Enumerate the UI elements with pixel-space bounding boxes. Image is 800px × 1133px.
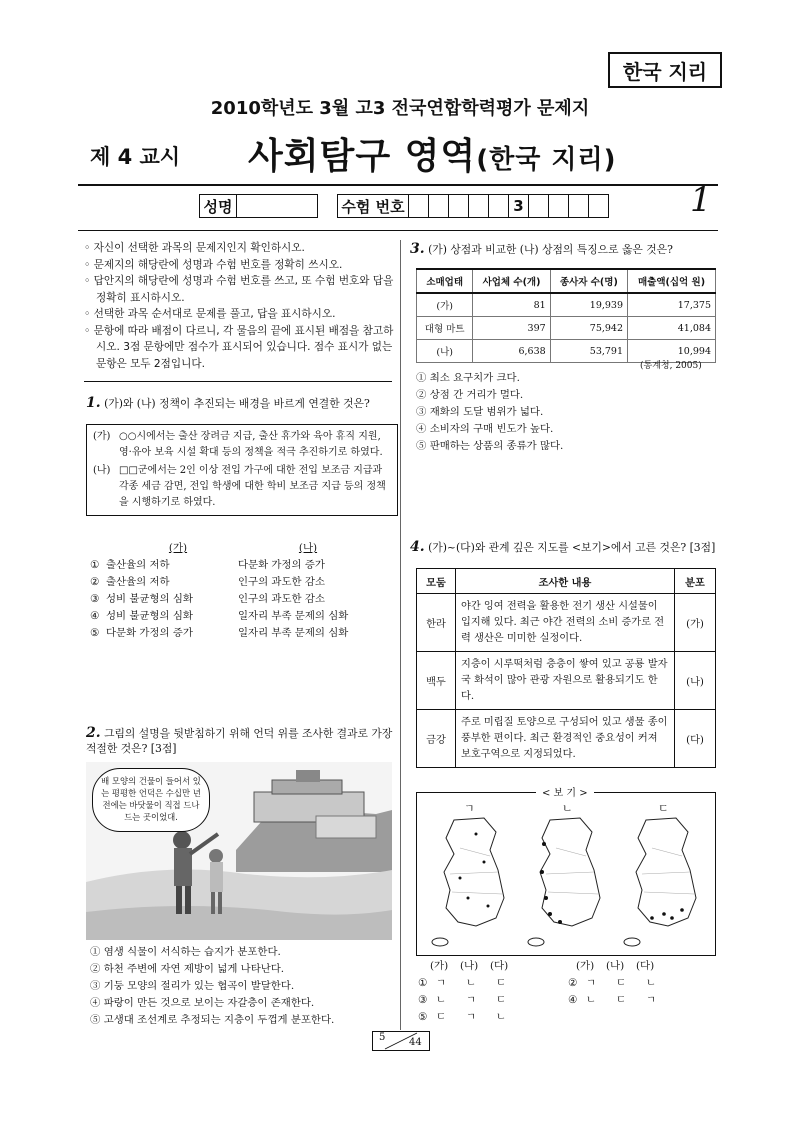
subject-box: 한국 지리 xyxy=(608,52,722,88)
q1-choice[interactable]: ⑤ 다문화 가정의 증가 일자리 부족 문제의 심화 xyxy=(90,627,349,639)
page-number: 1 xyxy=(690,180,712,220)
q4-choice[interactable]: ⑤ ㄷ ㄱ ㄴ xyxy=(418,1011,507,1023)
q4-choice[interactable]: ① ㄱ ㄴ ㄷ xyxy=(418,977,507,989)
q4-stem xyxy=(410,540,720,555)
table-row: (나) 6,638 53,791 10,994 xyxy=(417,340,716,363)
q4-table-header: 모둠 조사한 내용 분포 xyxy=(417,569,716,594)
q3-th: 종사자 수(명) xyxy=(550,269,627,293)
q4-choice[interactable]: ③ ㄴ ㄱ ㄷ xyxy=(418,994,507,1006)
q3-source: (통계청, 2005) xyxy=(640,361,702,371)
korea-map-a xyxy=(432,818,504,946)
q2-choice[interactable]: ④ 파랑이 만든 것으로 보이는 자갈층이 존재한다. xyxy=(90,997,315,1009)
main-title-sub: (한국 지리) xyxy=(476,145,617,175)
q3-choice[interactable]: ④ 소비자의 구매 빈도가 높다. xyxy=(416,423,554,435)
korea-maps xyxy=(420,814,712,950)
page-total: 44 xyxy=(409,1037,422,1048)
main-title xyxy=(248,128,617,179)
q4-table xyxy=(416,568,716,768)
q3-table xyxy=(416,268,716,363)
q3-choices xyxy=(416,370,716,455)
q2-choice[interactable]: ⑤ 고생대 조선계로 추정되는 지층이 두껍게 분포한다. xyxy=(90,1014,335,1026)
exam-no-cell[interactable] xyxy=(588,194,609,218)
table-row: 대형 마트 397 75,942 41,084 xyxy=(417,317,716,340)
name-field[interactable] xyxy=(236,194,318,218)
instruction-item: ◦ 문제지의 해당란에 성명과 수험 번호를 정확히 쓰시오. xyxy=(84,258,343,271)
exam-no-cell[interactable] xyxy=(528,194,549,218)
map-label: ㄱ xyxy=(464,802,475,815)
q3-table-header xyxy=(417,269,716,293)
q3-th: 소매업태 xyxy=(417,269,473,293)
exam-no-cell[interactable] xyxy=(548,194,569,218)
speech-bubble: 배 모양의 건물이 들어서 있는 평평한 언덕은 수십만 년 전에는 바닷물이 직접 드나드는 곳이었대. xyxy=(92,768,210,832)
q3-text: (가) 상점과 비교한 (나) 상점의 특징으로 옳은 것은? xyxy=(428,243,673,256)
q1-choice[interactable]: ② 출산율의 저하 인구의 과도한 감소 xyxy=(90,576,325,588)
main-title-text: 사회탐구 영역 xyxy=(248,136,477,177)
id-row xyxy=(200,194,609,218)
q1-box-na-label: (나) xyxy=(93,465,111,476)
table-row: (가) 81 19,939 17,375 xyxy=(417,293,716,317)
exam-no-cell[interactable]: 3 xyxy=(508,194,529,218)
exam-no-cell[interactable] xyxy=(428,194,449,218)
map-label: ㄴ xyxy=(562,802,573,815)
q3-th: 사업체 수(개) xyxy=(473,269,550,293)
q1-box-ga-text: ○○시에서는 출산 장려금 지급, 출산 휴가와 육아 휴직 지원, 영·유아 보육 시설 확대 등의 정책을 적극 추진하기로 하였다. xyxy=(119,431,383,458)
q1-choice[interactable]: ④ 성비 불균형의 심화 일자리 부족 문제의 심화 xyxy=(90,610,349,622)
q3-stem xyxy=(410,242,720,257)
q4-bogi-title: < 보 기 > xyxy=(536,784,594,799)
q2-number: 2. xyxy=(86,725,101,741)
q2-choice[interactable]: ③ 기둥 모양의 절리가 있는 협곡이 발달한다. xyxy=(90,980,295,992)
q4-choice[interactable]: ② ㄱ ㄷ ㄴ xyxy=(568,977,657,989)
q4-choices: (가) (나) (다) (가) (나) (다) ① ㄱ ㄴ ㄷ ② ㄱ ㄷ ㄴ ③ ㄴ ㄱ ㄷ ④ ㄴ ㄷ ㄱ ⑤ ㄷ ㄱ ㄴ xyxy=(418,958,718,1026)
q3-choice[interactable]: ③ 재화의 도달 범위가 넓다. xyxy=(416,406,544,418)
name-label: 성명 xyxy=(199,194,237,218)
q1-choices xyxy=(90,540,390,642)
q3-number: 3. xyxy=(410,241,425,257)
q1-choice[interactable]: ③ 성비 불균형의 심화 인구의 과도한 감소 xyxy=(90,593,325,605)
q2-choice[interactable]: ② 하천 주변에 자연 제방이 넓게 나타난다. xyxy=(90,963,285,975)
q1-box-na-text: □□군에서는 2인 이상 전입 가구에 대한 전입 보조금 지급과 각종 세금 감면, 전입 학생에 대한 학비 보조금 지급 등의 정책을 시행하기로 하였다. xyxy=(119,465,386,508)
q2-choices xyxy=(90,944,396,1029)
notes-rule xyxy=(84,381,392,382)
q1-col-na: (나) xyxy=(298,542,318,554)
header-rule-2 xyxy=(78,230,718,231)
instruction-item: ◦ 답안지의 해당란에 성명과 수험 번호를 쓰고, 또 수험 번호와 답을 정확히 표시하시오. xyxy=(84,275,394,304)
q1-box xyxy=(86,424,398,516)
q3-choice[interactable]: ① 최소 요구치가 크다. xyxy=(416,372,520,384)
column-divider xyxy=(400,240,401,1030)
exam-no-label: 수험 번호 xyxy=(337,194,409,218)
q4-number: 4. xyxy=(410,539,425,555)
q1-text: (가)와 (나) 정책이 추진되는 배경을 바르게 연결한 것은? xyxy=(104,397,370,410)
exam-title: 2010학년도 3월 고3 전국연합학력평가 문제지 xyxy=(210,98,590,119)
instruction-item: ◦ 문항에 따라 배점이 다르니, 각 물음의 끝에 표시된 배점을 참고하시오. 3점 문항에만 점수가 표시되어 있습니다. 점수 표시가 없는 문항은 모두 2점입니다. xyxy=(84,324,394,370)
instructions xyxy=(84,240,396,372)
instruction-item: ◦ 선택한 과목 순서대로 문제를 풀고, 답을 표시하시오. xyxy=(84,308,336,320)
q1-stem xyxy=(86,396,396,411)
instruction-item: ◦ 자신이 선택한 과목의 문제지인지 확인하시오. xyxy=(84,242,305,254)
q2-choice[interactable]: ① 염생 식물이 서식하는 습지가 분포한다. xyxy=(90,946,281,958)
exam-no-cell[interactable] xyxy=(408,194,429,218)
header-rule xyxy=(78,184,718,186)
q1-col-ga: (가) xyxy=(168,542,188,554)
period-label: 제 4 교시 xyxy=(90,145,181,169)
q1-number: 1. xyxy=(86,395,101,411)
q4-choice[interactable]: ④ ㄴ ㄷ ㄱ xyxy=(568,994,657,1006)
page-counter xyxy=(372,1031,430,1051)
q4-text: (가)~(다)와 관계 깊은 지도를 <보기>에서 고른 것은? [3점] xyxy=(428,541,716,554)
exam-no-cell[interactable] xyxy=(568,194,589,218)
table-row: 한라 야간 잉여 전력을 활용한 전기 생산 시설물이 입지해 있다. 최근 야간 전력의 소비 증가로 전력 생산은 미미한 실정이다. (가) xyxy=(417,594,716,652)
page-current: 5 xyxy=(379,1032,386,1043)
q2-stem xyxy=(86,726,396,756)
exam-no-cell[interactable] xyxy=(468,194,489,218)
exam-no-cell[interactable] xyxy=(488,194,509,218)
exam-no-cell[interactable] xyxy=(448,194,469,218)
table-row: 백두 지층이 시루떡처럼 층층이 쌓여 있고 공룡 발자국 화석이 많아 관광 자원으로 활용되기도 한다. (나) xyxy=(417,652,716,710)
q3-th: 매출액(십억 원) xyxy=(628,269,716,293)
q1-choice[interactable]: ① 출산율의 저하 다문화 가정의 증가 xyxy=(90,559,325,571)
table-row: 금강 주로 미립질 토양으로 구성되어 있고 생물 종이 풍부한 편이다. 최근 환경적인 중요성이 커져 보호구역으로 지정되었다. (다) xyxy=(417,710,716,768)
korea-map-b xyxy=(528,818,600,946)
q1-box-ga-label: (가) xyxy=(93,431,111,442)
q3-choice[interactable]: ⑤ 판매하는 상품의 종류가 많다. xyxy=(416,440,564,452)
korea-map-c xyxy=(624,818,696,946)
q2-text: 그림의 설명을 뒷받침하기 위해 언덕 위를 조사한 결과로 가장 적절한 것은? [3점] xyxy=(86,727,393,755)
q3-choice[interactable]: ② 상점 간 거리가 멀다. xyxy=(416,389,524,401)
map-label: ㄷ xyxy=(658,802,669,815)
